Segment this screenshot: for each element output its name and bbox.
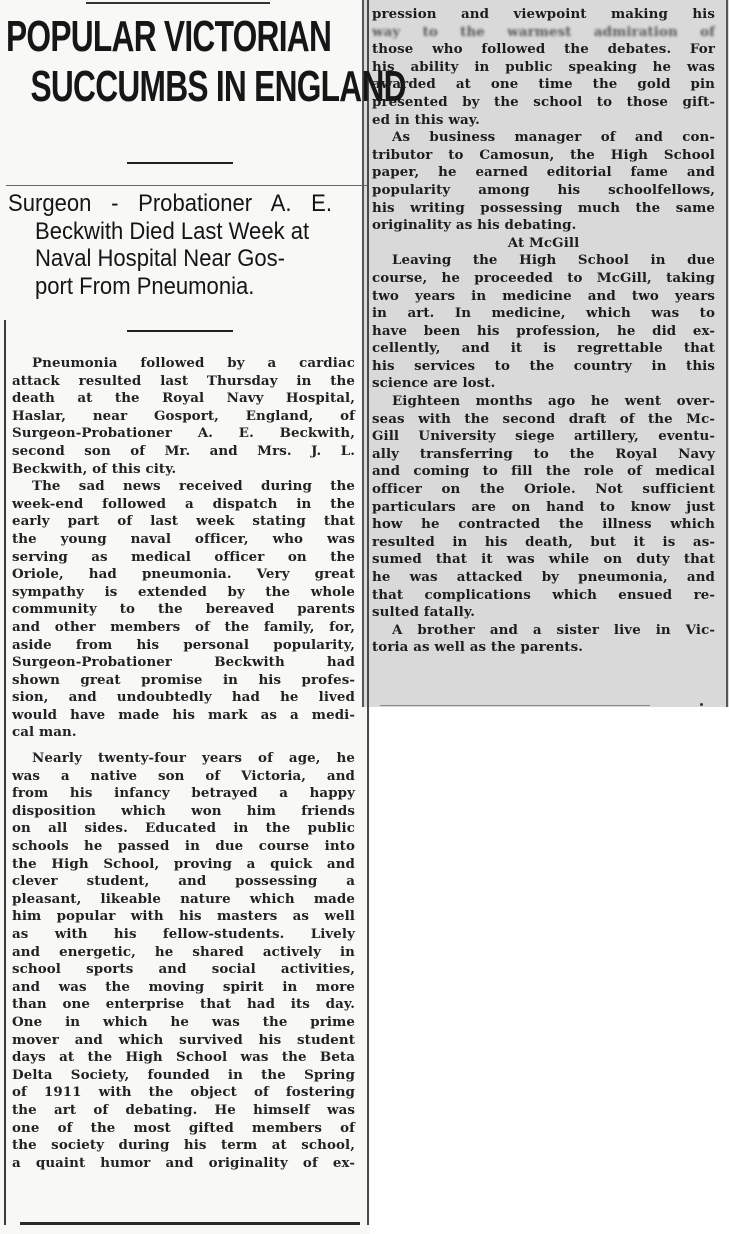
text-line: Leaving the High School in due [392, 252, 715, 269]
text-line: attack resulted last Thursday in the [12, 372, 355, 389]
text-line: school sports and social activities, [12, 961, 355, 978]
text-line: the High School, proving a quick and [12, 855, 355, 872]
text-line: him popular with his masters as well [12, 908, 355, 925]
text-line: ally transferring to the Royal Navy [372, 445, 715, 462]
text-line: Delta Society, founded in the Spring [12, 1066, 355, 1083]
text-line: one of the most gifted members of [12, 1119, 355, 1136]
text-line: on all sides. Educated in the public [12, 820, 355, 837]
section-subhead: At McGill [507, 234, 580, 251]
deck-line-1: Surgeon - Probationer A. E. [8, 190, 332, 217]
text-line: week-end followed a dispatch in the [12, 495, 355, 512]
text-line: two years in medicine and two years [372, 287, 715, 304]
column-rule-left [4, 320, 6, 1225]
text-line: sulted fatally. [372, 604, 475, 621]
text-line: Surgeon-Probationer A. E. Beckwith, [12, 425, 355, 442]
text-line: days at the High School was the Beta [12, 1049, 355, 1066]
text-line: sion, and undoubtedly had he lived [12, 689, 355, 706]
text-line: resulted in his death, but it is as- [372, 533, 715, 550]
text-line: shown great promise in his profes- [12, 671, 355, 688]
body-divider [127, 330, 233, 332]
bottom-rule [20, 1222, 360, 1225]
text-line: cellently, and it is regrettable that [372, 340, 715, 357]
subheadline-deck [8, 190, 332, 300]
headline-line-2: SUCCUMBS IN ENGLAND [30, 62, 406, 111]
text-line: ed in this way. [372, 111, 480, 128]
text-line: his ability in public speaking he was [372, 58, 715, 75]
text-line: than one enterprise that had its day. [12, 996, 355, 1013]
text-line: and other members of the family, for, [12, 618, 355, 635]
deck-divider [6, 185, 367, 186]
article-body-right-column [372, 6, 715, 657]
text-line: Beckwith, of this city. [12, 460, 177, 477]
text-line: paper, he earned editorial fame and [372, 164, 715, 181]
text-line: have been his profession, he did ex- [372, 322, 715, 339]
headline-divider [127, 162, 233, 164]
text-line: of 1911 with the object of fostering [12, 1084, 355, 1101]
top-rule-short [86, 2, 126, 4]
text-line: awarded at one time the gold pin [372, 76, 715, 93]
text-line: death at the Royal Navy Hospital, [12, 390, 355, 407]
column-rule-center [367, 0, 369, 1225]
text-line: cal man. [12, 724, 77, 741]
text-line: science are lost. [372, 375, 496, 392]
text-line: how he contracted the illness which [372, 516, 715, 533]
text-line: aside from his personal popularity, [12, 636, 355, 653]
text-line: Surgeon-Probationer Beckwith had [12, 654, 355, 671]
text-line: in art. In medicine, which was to [372, 305, 715, 322]
text-line: As business manager of and con- [392, 129, 715, 146]
text-line: and coming to fill the role of medical [372, 463, 715, 480]
text-line: Eighteen months ago he went over- [392, 393, 715, 410]
text-line: community to the bereaved parents [12, 601, 355, 618]
text-line: a quaint humor and originality of ex- [12, 1154, 355, 1171]
text-line: those who followed the debates. For [372, 41, 715, 58]
print-speck [700, 703, 703, 706]
text-line: tributor to Camosun, the High School [372, 146, 715, 163]
text-line: was a native son of Victoria, and [12, 767, 355, 784]
right-column-bottom-edge [380, 705, 650, 706]
text-line: toria as well as the parents. [372, 639, 583, 656]
text-line: Oriole, had pneumonia. Very great [12, 566, 355, 583]
text-line: Pneumonia followed by a cardiac [32, 355, 355, 371]
text-line: he was attacked by pneumonia, and [372, 569, 715, 585]
text-line: mover and which survived his student [12, 1031, 355, 1048]
text-line: second son of Mr. and Mrs. J. L. [12, 442, 355, 459]
text-line: as with his fellow-students. Lively [12, 926, 355, 942]
text-line: presented by the school to those gift- [372, 93, 715, 110]
text-line: clever student, and possessing a [12, 873, 355, 890]
text-line: and was the moving spirit in more [12, 978, 355, 995]
top-rule [122, 2, 270, 4]
text-line: his writing possessing much the same [372, 199, 715, 216]
text-line: pression and viewpoint making his [372, 6, 715, 22]
text-line: seas with the second draft of the Mc- [372, 410, 715, 427]
right-clipping-border-right [726, 0, 728, 707]
text-line: course, he proceeded to McGill, taking [372, 269, 715, 286]
article-body-left-column [12, 355, 355, 1172]
deck-line-4: port From Pneumonia. [35, 272, 255, 300]
text-line: the society during his term at school, [12, 1137, 355, 1154]
text-line: A brother and a sister live in Vic- [392, 621, 715, 638]
text-line: would have made his mark as a medi- [12, 706, 355, 723]
text-line: early part of last week stating that [12, 513, 355, 530]
text-line: sumed that it was while on duty that [372, 551, 715, 568]
deck-line-2: Beckwith Died Last Week at [35, 217, 310, 245]
text-line: his services to the country in this [372, 357, 715, 374]
text-line: pleasant, likeable nature which made [12, 890, 355, 907]
text-line: officer on the Oriole. Not sufficient [372, 481, 715, 498]
text-line: from his infancy betrayed a happy [12, 785, 355, 802]
text-line: and energetic, he shared actively in [12, 943, 355, 960]
text-line: Haslar, near Gosport, England, of [12, 407, 355, 424]
text-line: particulars are on hand to know just [372, 498, 715, 515]
text-line: The sad news received during the [32, 478, 355, 495]
text-line-smudged: way to the warmest admiration of [372, 23, 715, 40]
text-line: One in which he was the prime [12, 1013, 355, 1030]
text-line: Nearly twenty-four years of age, he [32, 750, 355, 767]
text-line: sympathy is extended by the whole [12, 583, 355, 600]
text-line: popularity among his schoolfellows, [372, 181, 715, 198]
text-line: schools he passed in due course into [12, 838, 355, 855]
text-line: that complications which ensued re- [372, 586, 715, 603]
headline-line-1: POPULAR VICTORIAN [6, 12, 332, 61]
deck-line-3: Naval Hospital Near Gos- [35, 245, 286, 272]
text-line: the art of debating. He himself was [12, 1101, 355, 1118]
text-line: Gill University siege artillery, eventu- [372, 428, 715, 445]
text-line: serving as medical officer on the [12, 548, 355, 565]
text-line: disposition which won him friends [12, 802, 355, 819]
text-line: originality as his debating. [372, 217, 577, 234]
headline [6, 12, 406, 112]
text-line: the young naval officer, who was [12, 530, 355, 547]
